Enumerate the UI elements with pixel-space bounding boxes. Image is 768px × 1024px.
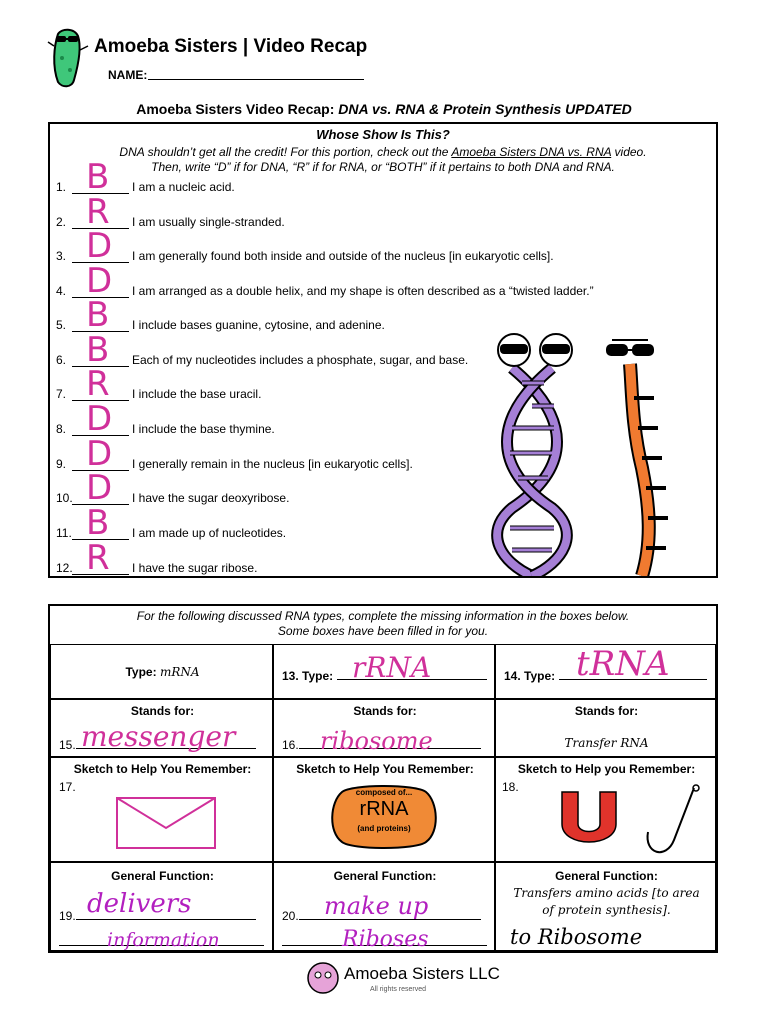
question-number: 7. xyxy=(56,387,67,401)
cell-stands-15: Stands for: 15. messenger xyxy=(50,699,273,757)
answer-19b[interactable]: information xyxy=(107,929,220,951)
answer-15[interactable]: messenger xyxy=(81,720,236,753)
question-row xyxy=(56,180,235,194)
question-number: 11. xyxy=(56,526,72,540)
answer-19a[interactable]: delivers xyxy=(87,889,192,919)
envelope-icon xyxy=(111,794,221,854)
section1-title: Whose Show Is This? xyxy=(316,127,450,142)
handwritten-answer: R xyxy=(86,364,110,404)
question-row xyxy=(56,249,554,263)
cell-sketch-rrna: Sketch to Help You Remember: composed of... rRNA (and proteins) xyxy=(273,757,495,862)
cell-type-13: 13. Type: rRNA xyxy=(273,644,495,699)
answer-16[interactable]: ribosome xyxy=(320,727,433,755)
name-field[interactable] xyxy=(148,79,364,80)
handwritten-answer: B xyxy=(86,295,110,335)
question-number: 6. xyxy=(56,353,67,367)
handwritten-answer: D xyxy=(86,226,113,266)
question-text: I am generally found both inside and outside of the nucleus [in eukaryotic cells]. xyxy=(132,249,554,263)
mrna-type: mRNA xyxy=(159,665,200,679)
brand-title: Amoeba Sisters | Video Recap xyxy=(94,36,368,57)
question-number: 4. xyxy=(56,284,67,298)
handwritten-answer: B xyxy=(86,503,110,543)
amoeba-mascot-icon xyxy=(44,26,92,90)
rna-types-table xyxy=(48,604,718,953)
question-text: I am arranged as a double helix, and my shape is often described as a “twisted ladder.” xyxy=(132,284,594,298)
question-number: 2. xyxy=(56,215,67,229)
subtitle-plain: Amoeba Sisters Video Recap: xyxy=(136,101,335,117)
footer-company: Amoeba Sisters LLC xyxy=(344,964,500,983)
amoeba-logo-icon xyxy=(306,960,340,1003)
cell-type-14: 14. Type: tRNA xyxy=(495,644,716,699)
question-number: 8. xyxy=(56,422,67,436)
question-text: I have the sugar ribose. xyxy=(132,561,258,575)
handwritten-answer: B xyxy=(86,157,110,197)
footer-rights: All rights reserved xyxy=(370,986,427,993)
handwritten-answer: D xyxy=(86,468,113,508)
question-text: I am made up of nucleotides. xyxy=(132,526,287,540)
question-text: I have the sugar deoxyribose. xyxy=(132,491,290,505)
question-text: Each of my nucleotides includes a phosphate, sugar, and base. xyxy=(132,353,469,367)
answer-20a[interactable]: make up xyxy=(324,892,429,920)
cell-sketch-18: Sketch to Help you Remember: 18. xyxy=(495,757,716,862)
dna-rna-illustration xyxy=(482,328,716,576)
handwritten-answer: D xyxy=(86,434,113,474)
handwritten-answer: B xyxy=(86,330,110,370)
cell-stands-trna: Stands for: Transfer RNA xyxy=(495,699,716,757)
answer-14[interactable]: tRNA xyxy=(576,644,670,684)
question-text: I include the base thymine. xyxy=(132,422,275,436)
page-title xyxy=(0,101,768,117)
question-text: I am usually single-stranded. xyxy=(132,215,285,229)
cell-type-mrna: Type: mRNA xyxy=(50,644,273,699)
magnet-hook-icon xyxy=(554,784,714,860)
video-link[interactable]: Amoeba Sisters DNA vs. RNA xyxy=(451,145,612,159)
section2-instructions: For the following discussed RNA types, complete the missing information in the boxes below. Some boxes have been filled in for you. xyxy=(136,609,630,638)
cell-function-20: General Function: 20. make up Riboses xyxy=(273,862,495,951)
question-row xyxy=(56,284,594,298)
question-text: I generally remain in the nucleus [in eukaryotic cells]. xyxy=(132,457,413,471)
question-number: 5. xyxy=(56,318,67,332)
trna-function-answer[interactable]: to Ribosome xyxy=(510,925,643,949)
name-label: NAME: xyxy=(108,68,148,82)
question-number: 10. xyxy=(56,491,73,505)
handwritten-answer: D xyxy=(86,399,113,439)
handwritten-answer: D xyxy=(86,261,113,301)
question-text: I include the base uracil. xyxy=(132,387,262,401)
dna-helix-icon xyxy=(497,334,572,576)
question-number: 3. xyxy=(56,249,67,263)
rna-strand-icon xyxy=(606,340,668,576)
section1-instructions: DNA shouldn’t get all the credit! For this portion, check out the Amoeba Sisters DNA vs. RNA video. Then, write “D” if for DNA, “R” if for RNA, or “BOTH” if it pertains to both DNA and RNA. xyxy=(119,145,647,174)
answer-13[interactable]: rRNA xyxy=(352,651,432,684)
cell-function-19: General Function: 19. delivers information xyxy=(50,862,273,951)
question-number: 9. xyxy=(56,457,67,471)
question-text: I am a nucleic acid. xyxy=(132,180,235,194)
handwritten-answer: R xyxy=(86,192,110,232)
question-number: 1. xyxy=(56,180,67,194)
answer-20b[interactable]: Riboses xyxy=(342,927,429,952)
question-text: I include bases guanine, cytosine, and adenine. xyxy=(132,318,385,332)
cell-function-trna: General Function: Transfers amino acids [to area of protein synthesis]. to Ribosome xyxy=(495,862,716,951)
handwritten-answer: R xyxy=(86,538,110,578)
cell-stands-16: Stands for: 16. ribosome xyxy=(273,699,495,757)
question-row xyxy=(56,353,468,367)
subtitle-italic: DNA vs. RNA & Protein Synthesis UPDATED xyxy=(338,101,632,117)
cell-sketch-17: Sketch to Help You Remember: 17. xyxy=(50,757,273,862)
question-number: 12. xyxy=(56,561,73,575)
